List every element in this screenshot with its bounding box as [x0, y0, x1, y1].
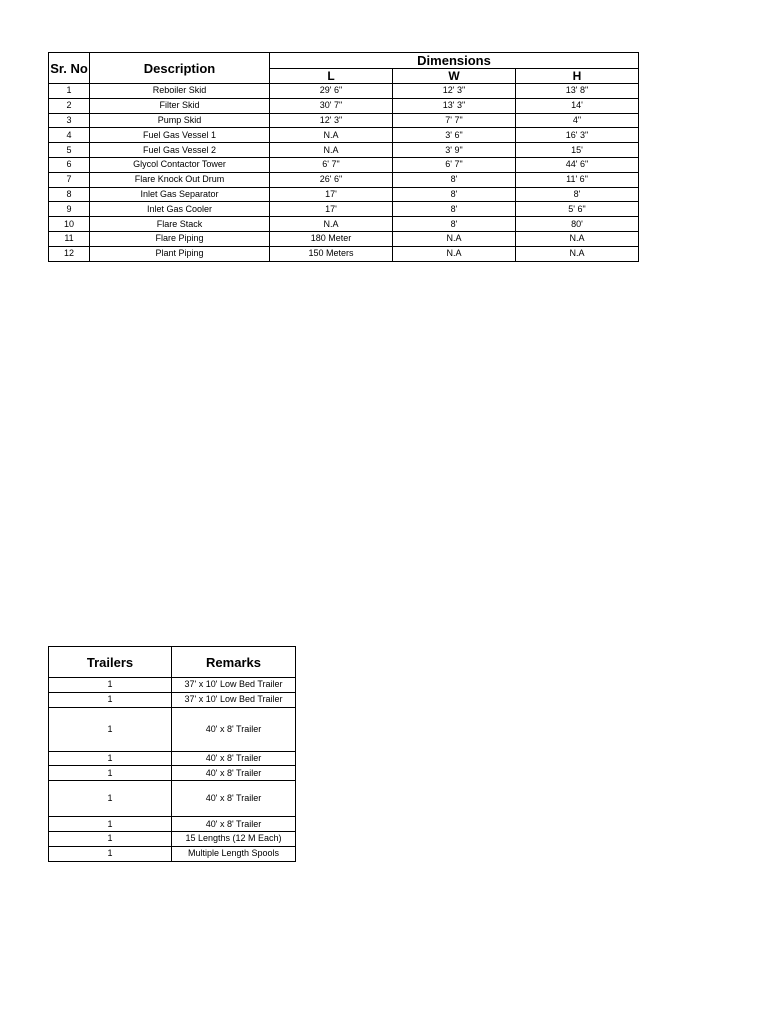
cell-l: 150 Meters [270, 246, 393, 261]
cell-h: 11' 6" [516, 172, 639, 187]
cell-description: Fuel Gas Vessel 1 [90, 128, 270, 143]
cell-remarks: 37' x 10' Low Bed Trailer [172, 692, 296, 707]
table-header-row [49, 53, 639, 69]
cell-h: 8' [516, 187, 639, 202]
cell-trailers: 1 [49, 678, 172, 693]
header-sr-no: Sr. No [49, 53, 90, 84]
table-header-row [49, 647, 296, 678]
cell-l: 6' 7" [270, 157, 393, 172]
cell-sr: 7 [49, 172, 90, 187]
cell-l: 30' 7" [270, 98, 393, 113]
cell-remarks: 40' x 8' Trailer [172, 751, 296, 766]
table-row [49, 231, 639, 246]
cell-description: Filter Skid [90, 98, 270, 113]
table-row [49, 202, 639, 217]
cell-description: Flare Knock Out Drum [90, 172, 270, 187]
cell-trailers: 1 [49, 846, 172, 861]
cell-remarks: Multiple Length Spools [172, 846, 296, 861]
cell-l: 17' [270, 202, 393, 217]
header-remarks: Remarks [172, 647, 296, 678]
cell-l: N.A [270, 217, 393, 232]
table-row [49, 84, 639, 99]
cell-sr: 5 [49, 143, 90, 158]
table-row [49, 751, 296, 766]
cell-w: 3' 6" [393, 128, 516, 143]
cell-h: 14' [516, 98, 639, 113]
cell-trailers: 1 [49, 692, 172, 707]
header-dimensions: Dimensions [270, 53, 639, 69]
table-row [49, 846, 296, 861]
cell-h: 5' 6" [516, 202, 639, 217]
cell-sr: 3 [49, 113, 90, 128]
cell-trailers: 1 [49, 781, 172, 817]
header-description: Description [90, 53, 270, 84]
cell-remarks: 40' x 8' Trailer [172, 707, 296, 751]
table-row [49, 157, 639, 172]
cell-w: 8' [393, 202, 516, 217]
table-row [49, 98, 639, 113]
cell-description: Pump Skid [90, 113, 270, 128]
cell-description: Plant Piping [90, 246, 270, 261]
cell-w: 7' 7" [393, 113, 516, 128]
header-trailers: Trailers [49, 647, 172, 678]
table-row [49, 766, 296, 781]
cell-w: 8' [393, 217, 516, 232]
header-w: W [393, 69, 516, 84]
cell-h: 80' [516, 217, 639, 232]
cell-h: N.A [516, 246, 639, 261]
table-row [49, 217, 639, 232]
cell-h: 15' [516, 143, 639, 158]
cell-w: 6' 7" [393, 157, 516, 172]
header-l: L [270, 69, 393, 84]
cell-l: 26' 6" [270, 172, 393, 187]
table-row [49, 172, 639, 187]
cell-l: 180 Meter [270, 231, 393, 246]
table-row [49, 817, 296, 832]
cell-l: 12' 3" [270, 113, 393, 128]
cell-trailers: 1 [49, 751, 172, 766]
cell-description: Glycol Contactor Tower [90, 157, 270, 172]
cell-h: N.A [516, 231, 639, 246]
cell-remarks: 37' x 10' Low Bed Trailer [172, 678, 296, 693]
cell-h: 16' 3" [516, 128, 639, 143]
cell-sr: 6 [49, 157, 90, 172]
cell-remarks: 40' x 8' Trailer [172, 817, 296, 832]
cell-description: Inlet Gas Cooler [90, 202, 270, 217]
cell-sr: 11 [49, 231, 90, 246]
cell-description: Fuel Gas Vessel 2 [90, 143, 270, 158]
cell-w: 3' 9" [393, 143, 516, 158]
cell-l: N.A [270, 143, 393, 158]
cell-trailers: 1 [49, 766, 172, 781]
cell-w: 12' 3" [393, 84, 516, 99]
cell-w: 8' [393, 172, 516, 187]
cell-sr: 1 [49, 84, 90, 99]
table-row [49, 187, 639, 202]
cell-h: 13' 8" [516, 84, 639, 99]
cell-remarks: 40' x 8' Trailer [172, 766, 296, 781]
cell-sr: 9 [49, 202, 90, 217]
table-row [49, 246, 639, 261]
cell-sr: 2 [49, 98, 90, 113]
cell-l: 17' [270, 187, 393, 202]
cell-h: 44' 6" [516, 157, 639, 172]
cell-description: Reboiler Skid [90, 84, 270, 99]
table-row [49, 781, 296, 817]
table-row [49, 128, 639, 143]
cell-trailers: 1 [49, 831, 172, 846]
cell-description: Flare Piping [90, 231, 270, 246]
table-row [49, 707, 296, 751]
table-row [49, 678, 296, 693]
cell-sr: 8 [49, 187, 90, 202]
cell-l: N.A [270, 128, 393, 143]
cell-h: 4" [516, 113, 639, 128]
cell-w: 8' [393, 187, 516, 202]
cell-sr: 10 [49, 217, 90, 232]
table-row [49, 113, 639, 128]
table-row [49, 831, 296, 846]
cell-sr: 4 [49, 128, 90, 143]
trailers-table [48, 646, 296, 862]
cell-description: Inlet Gas Separator [90, 187, 270, 202]
cell-remarks: 15 Lengths (12 M Each) [172, 831, 296, 846]
cell-w: N.A [393, 231, 516, 246]
dimensions-table [48, 52, 639, 262]
header-h: H [516, 69, 639, 84]
cell-trailers: 1 [49, 817, 172, 832]
cell-w: N.A [393, 246, 516, 261]
cell-w: 13' 3" [393, 98, 516, 113]
cell-trailers: 1 [49, 707, 172, 751]
table-row [49, 692, 296, 707]
cell-l: 29' 6" [270, 84, 393, 99]
cell-description: Flare Stack [90, 217, 270, 232]
table-row [49, 143, 639, 158]
cell-remarks: 40' x 8' Trailer [172, 781, 296, 817]
cell-sr: 12 [49, 246, 90, 261]
